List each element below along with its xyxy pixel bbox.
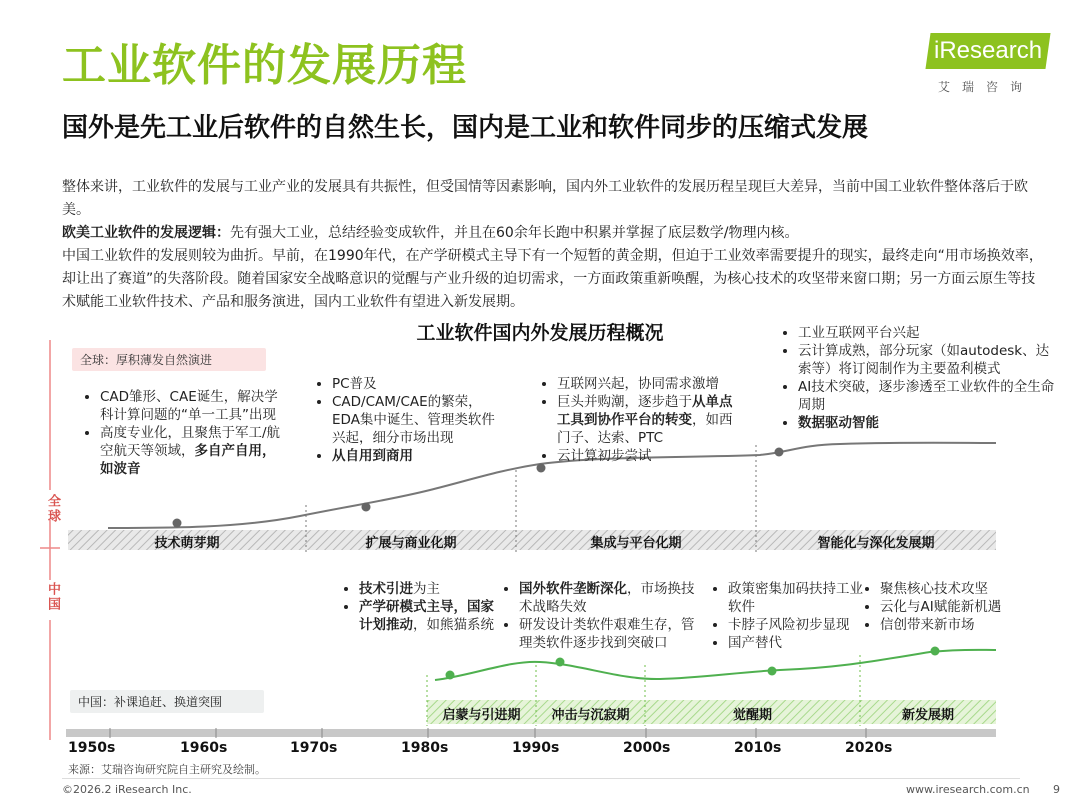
intro-text — [62, 176, 1047, 314]
note-item: • 技术引进为主 — [359, 580, 505, 598]
side-label-china: 中国 — [45, 582, 60, 612]
footer-website: www.iresearch.com.cn — [906, 783, 1030, 796]
note-item: • 研发设计类软件艰难生存，管理类软件逐步找到突破口 — [519, 616, 705, 652]
page-subtitle: 国外是先工业后软件的自然生长，国内是工业和软件同步的压缩式发展 — [62, 113, 869, 143]
note-item: • 高度专业化，且聚焦于军工/航空航天等领域，多自产自用，如波音 — [100, 424, 286, 478]
china-notes-1 — [345, 580, 505, 634]
intro-p2-heading: 欧美工业软件的发展逻辑： — [62, 225, 230, 241]
note-item: • 云化与AI赋能新机遇 — [880, 598, 1046, 616]
note-item: • CAD/CAM/CAE的繁荣，EDA集中诞生、管理类软件兴起，细分市场出现 — [332, 393, 500, 447]
note-item: • 政策密集加码扶持工业软件 — [728, 580, 864, 616]
decade-label: 2000s — [623, 740, 671, 756]
intro-paragraph-1: 整体来讲，工业软件的发展与工业产业的发展具有共振性，但受国情等因素影响，国内外工业软件的发展历程呈现巨大差异，当前中国工业软件整体落后于欧美。 — [62, 179, 1028, 218]
note-item: • 国外软件垄断深化，市场换技术战略失效 — [519, 580, 705, 616]
global-phase-label: 智能化与深化发展期 — [817, 536, 935, 551]
note-item: • 产学研模式主导，国家计划推动，如熊猫系统 — [359, 598, 505, 634]
china-notes-3 — [714, 580, 864, 652]
note-item: • 从自用到商用 — [332, 447, 500, 465]
china-notes-2 — [505, 580, 705, 652]
global-notes-4 — [784, 324, 1056, 432]
note-item: • 工业互联网平台兴起 — [798, 324, 1056, 342]
note-item: • 互联网兴起，协同需求激增 — [557, 375, 743, 393]
china-phase-label: 冲击与沉寂期 — [551, 708, 630, 723]
note-item: • 云计算成熟，部分玩家（如autodesk、达索等）将订阅制作为主要盈利模式 — [798, 342, 1056, 378]
note-item: • 聚焦核心技术攻坚 — [880, 580, 1046, 598]
note-item: • AI技术突破，逐步渗透至工业软件的全生命周期 — [798, 378, 1056, 414]
page-number: 9 — [1053, 783, 1060, 796]
page-title: 工业软件的发展历程 — [62, 40, 467, 91]
left-axis — [40, 340, 60, 740]
diagram-title: 工业软件国内外发展历程概况 — [416, 322, 664, 344]
note-item: • 信创带来新市场 — [880, 616, 1046, 634]
global-phase-label: 集成与平台化期 — [590, 536, 682, 551]
decade-label: 1990s — [512, 740, 560, 756]
footer-copyright: ©2026.2 iResearch Inc. — [62, 783, 192, 796]
decade-label: 2020s — [845, 740, 893, 756]
iresearch-logo — [928, 33, 1050, 98]
source-note: 来源：艾瑞咨询研究院自主研究及绘制。 — [68, 763, 266, 776]
side-label-global: 全球 — [45, 494, 60, 524]
note-item: • 卡脖子风险初步显现 — [728, 616, 864, 634]
decade-label: 2010s — [734, 740, 782, 756]
global-label: 全球：厚积薄发自然演进 — [72, 348, 266, 371]
decade-label: 1960s — [180, 740, 228, 756]
china-growth-curve — [435, 650, 996, 680]
global-notes-1 — [86, 388, 286, 478]
global-notes-3 — [543, 375, 743, 465]
intro-p2-body: 先有强大工业，总结经验变成软件，并且在60余年长跑中积累并掌握了底层数学/物理内核。 — [230, 225, 799, 241]
logo-cn-text: 艾瑞咨询 — [938, 80, 1035, 94]
note-item: • PC普及 — [332, 375, 500, 393]
china-phase-label: 启蒙与引进期 — [442, 708, 521, 723]
note-item: • 云计算初步尝试 — [557, 447, 743, 465]
china-phase-label: 新发展期 — [901, 708, 954, 723]
note-item: • 数据驱动智能 — [798, 414, 1056, 432]
china-label: 中国：补课追赶、换道突围 — [70, 690, 264, 713]
decade-label: 1980s — [401, 740, 449, 756]
global-notes-2 — [318, 375, 500, 465]
note-item: • 国产替代 — [728, 634, 864, 652]
note-item: • 巨头并购潮，逐步趋于从单点工具到协作平台的转变，如西门子、达索、PTC — [557, 393, 743, 447]
china-phase-label: 觉醒期 — [732, 708, 772, 723]
intro-paragraph-2 — [62, 222, 1047, 245]
note-item: • CAD雏形、CAE诞生，解决学科计算问题的“单一工具”出现 — [100, 388, 286, 424]
global-phase-label: 技术萌芽期 — [154, 536, 220, 551]
decade-label: 1970s — [290, 740, 338, 756]
logo-text: iResearch — [934, 37, 1043, 64]
decade-label: 1950s — [68, 740, 116, 756]
intro-paragraph-3: 中国工业软件的发展则较为曲折。早前，在1990年代，在产学研模式主导下有一个短暂的黄金期，但迫于工业效率需要提升的现实，最终走向“用市场换效率，却让出了赛道”的失落阶段。随着国家安全战略意识的觉醒与产业升级的迫切需求，一方面政策重新唤醒，为核心技术的攻坚带来窗口期；另一方面云原生等技术赋能工业软件技术、产品和服务演进，国内工业软件有望进入新发展期。 — [62, 248, 1043, 310]
footer-divider — [62, 778, 1020, 779]
global-phase-label: 扩展与商业化期 — [365, 536, 457, 551]
china-notes-4 — [866, 580, 1046, 634]
